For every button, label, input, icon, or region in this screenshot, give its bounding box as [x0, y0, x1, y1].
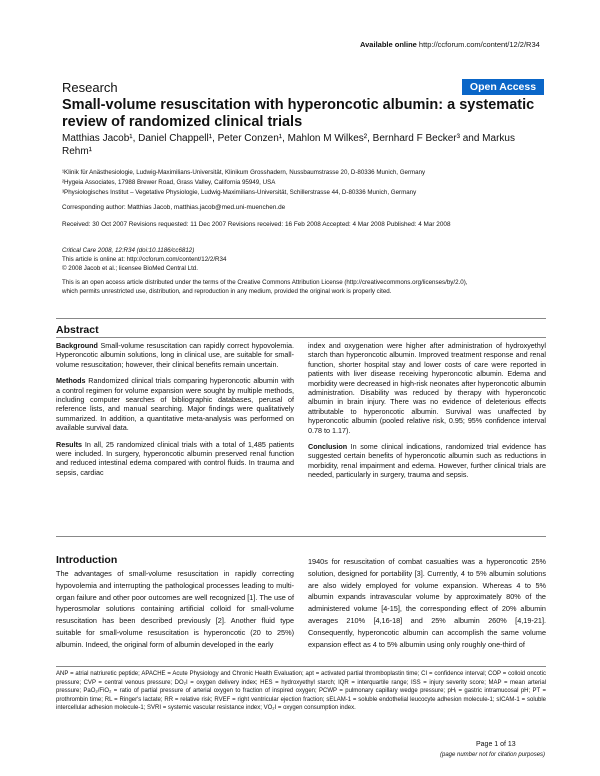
abbreviations-rule	[56, 666, 546, 667]
introduction-right-column: 1940s for resuscitation of combat casualties was a hyperoncotic 25% solution, designed for portability [3]. Currently, 4 to 5% albumin solutions are also widely employed for volume expansion. Whereas 4 to 5% albumin expands intravascular volume by approximately 80% of the administered volume [4-15], the corresponding effect of 20% albumin averages 210% [4,16-18] and 25% albumin 260% [4,19-21]. Consequently, hyperoncotic albumin can accomplish the same volume expansion effect as 4 to 5% albumin using only roughly one-third of	[308, 557, 546, 649]
abstract-left-column	[56, 341, 294, 484]
license-line-1: This is an open access article distributed under the terms of the Creative Commons Attribution License (http://creativecommons.org/licenses/by/2.0),	[62, 279, 468, 286]
copyright-line: © 2008 Jacob et al.; licensee BioMed Central Ltd.	[62, 265, 198, 272]
available-online-label: Available online	[360, 40, 417, 49]
abstract-top-rule	[56, 318, 546, 319]
abstract-bottom-rule	[56, 536, 546, 537]
affiliation-2: ²Hygeia Associates, 17988 Brewer Road, Grass Valley, California 95949, USA	[62, 179, 276, 186]
section-label: Research	[62, 80, 118, 95]
affiliation-3: ³Physiologisches Institut – Vegetative Physiologie, Ludwig-Maximilians-Universität, Schillerstrasse 44, D-80336 Munich, Germany	[62, 189, 417, 196]
author-list: Matthias Jacob¹, Daniel Chappell¹, Peter Conzen¹, Mahlon M Wilkes², Bernhard F Becker³ and Markus Rehm¹	[62, 133, 515, 157]
page-number-note: (page number not for citation purposes)	[440, 752, 546, 758]
article-url-link[interactable]: http://ccforum.com/content/12/2/R34	[418, 40, 540, 49]
abbreviations: ANP = atrial natriuretic peptide; APACHE = Acute Physiology and Chronic Health Evaluation; apt = activated partial thromboplastin time; CI = confidence interval; COP = colloid oncotic pressure; CVP = central venous pressure; DO₂I = oxygen delivery index; HES = hydroxyethyl starch; IQR = interquartile range; ISS = injury severity score; MAP = mean arterial pressure; PaO₂/FiO₂ = ratio of partial pressure of arterial oxygen to fraction of inspired oxygen; PCWP = pulmonary capillary wedge pressure; pHᵢ = gastric intramucosal pH; PT = prothrombin time; RL = Ringer's lactate; RR = relative risk; RVEF = right ventricular ejection fraction; sELAM-1 = soluble endothelial leucocyte adhesion molecule-1; sICAM-1 = soluble intercellular adhesion molecule-1; SVRI = systemic vascular resistance index; VO₂I = oxygen consumption index.	[56, 671, 546, 712]
abstract-heading-rule	[56, 337, 546, 338]
abstract-background: Background Small-volume resuscitation can rapidly correct hypovolemia. Hyperoncotic albumin solutions, long in clinical use, are suitable for small-volume resuscitation; however, their clinical benefits remain uncertain.	[56, 341, 294, 369]
affiliation-1: ¹Klinik für Anästhesiologie, Ludwig-Maximilians-Universität, Klinikum Grosshadern, Nussbaumstrasse 20, D-80336 Munich, Germany	[62, 169, 426, 176]
abstract-results: Results In all, 25 randomized clinical trials with a total of 1,485 patients were included. In surgery, hyperoncotic albumin preserved renal function and reduced intestinal edema compared with control fluids. In trauma and sepsis, cardiac	[56, 439, 294, 477]
journal-citation: Critical Care 2008, 12:R34 (doi:10.1186/cc6812)	[62, 247, 195, 254]
citation-block	[62, 246, 546, 296]
article-dates: Received: 30 Oct 2007 Revisions requested: 11 Dec 2007 Revisions received: 16 Feb 2008 Accepted: 4 Mar 2008 Published: 4 Mar 2008	[62, 221, 451, 228]
license-line-2: which permits unrestricted use, distribution, and reproduction in any medium, provided the original work is properly cited.	[62, 288, 392, 295]
page-number: Page 1 of 13	[476, 741, 516, 748]
abstract-right-column	[308, 341, 546, 487]
abstract-methods: Methods Randomized clinical trials comparing hyperoncotic albumin with a control regimen for volume expansion were sought by multiple methods, including computer searches of bibliographic databases, perusal of reference lists, and manual searching. Major findings were qualitatively summarized. In addition, a quantitative meta-analysis was performed on available survival data.	[56, 376, 294, 433]
corresponding-author: Corresponding author: Matthias Jacob, matthias.jacob@med.uni-muenchen.de	[62, 204, 286, 211]
introduction-heading: Introduction	[56, 554, 118, 566]
introduction-left-column: The advantages of small-volume resuscitation in rapidly correcting hypovolemia and interrupting the pathological processes leading to multi-organ failure and other poor outcomes are well recognized [1]. The use of hyperosmolar solutions containing artificial colloid for small-volume resuscitation has been described previously [2]. Another fluid type suitable for small-volume resuscitation is hyperoncotic (20 to 25%) albumin. Indeed, the original form of albumin developed in the early	[56, 569, 294, 649]
abstract-results-continued: index and oxygenation were higher after administration of hydroxyethyl starch than hyperoncotic albumin. Improved treatment response and renal function, shorter hospital stay and lower costs of care were reported in patients with liver disease receiving hyperoncotic albumin. Edema and morbidity were decreased in high-risk neonates after hyperoncotic albumin administration. Disability was reduced by therapy with hyperoncotic albumin in brain injury. There was no evidence of deleterious effects attributable to hyperoncotic albumin. Survival was unaffected by hyperoncotic albumin (pooled relative risk, 0.95; 95% confidence interval 0.78 to 1.17).	[308, 341, 546, 435]
online-line: This article is online at: http://ccforum.com/content/12/2/R34	[62, 256, 227, 263]
abstract-conclusion: Conclusion In some clinical indications, randomized trial evidence has suggested certain benefits of hyperoncotic albumin such as reductions in morbidity, renal impairment and edema. However, further clinical trials are needed, particularly in surgery, trauma and sepsis.	[308, 442, 546, 480]
open-access-badge: Open Access	[462, 79, 544, 95]
affiliations	[62, 168, 546, 198]
availability-line	[360, 40, 540, 49]
abstract-heading: Abstract	[56, 324, 99, 336]
article-title: Small-volume resuscitation with hyperoncotic albumin: a systematic review of randomized clinical trials	[62, 97, 535, 130]
